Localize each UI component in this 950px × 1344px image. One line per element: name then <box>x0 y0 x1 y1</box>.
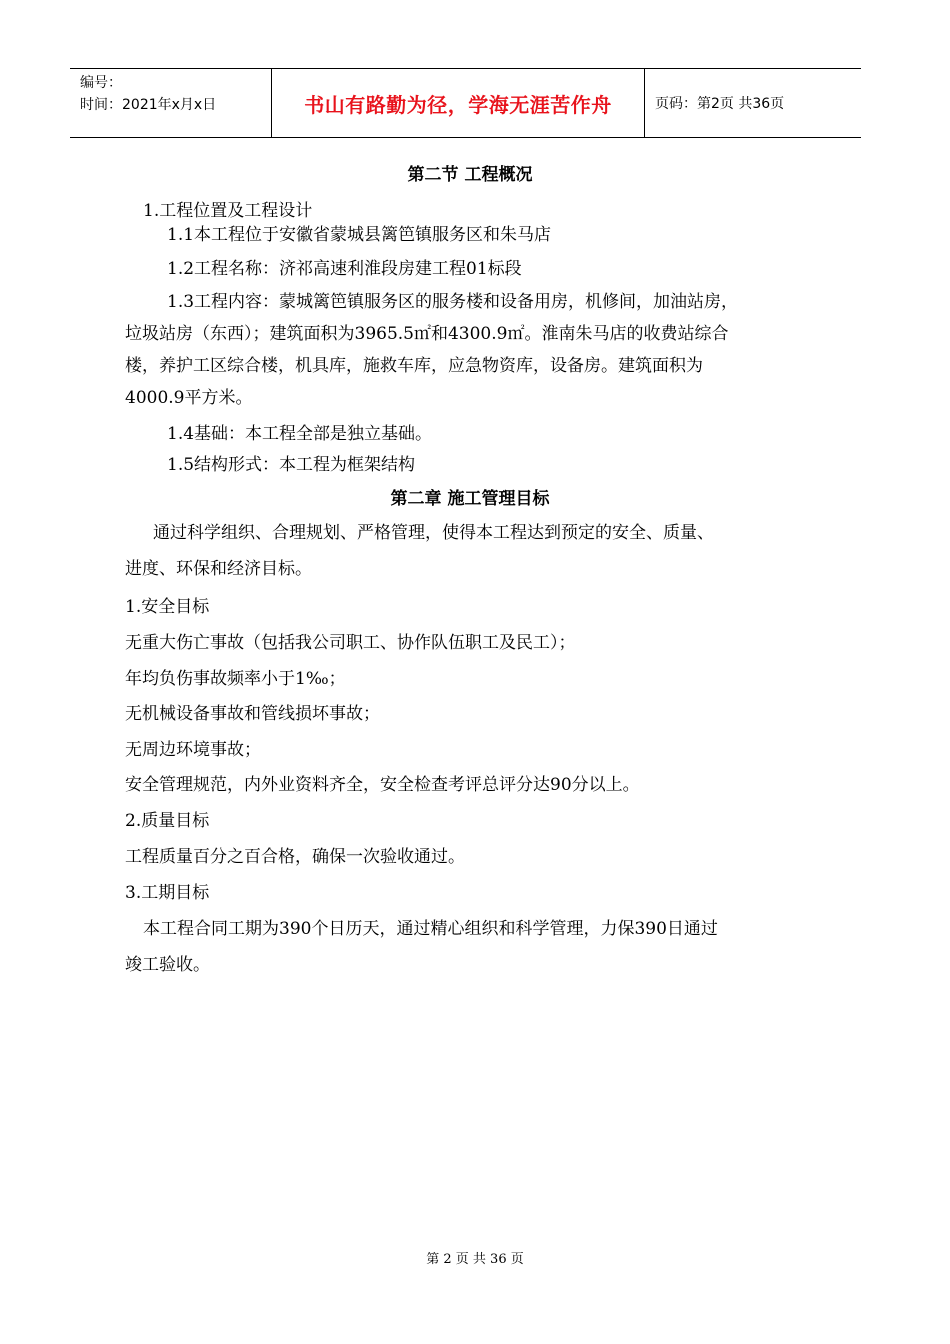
page-footer: 第 2 页 共 36 页 <box>426 1252 524 1267</box>
document-time-label: 时间：2021年x月x日 <box>80 97 217 113</box>
document-number-label: 编号： <box>80 75 122 91</box>
page-header <box>70 68 861 138</box>
quality-title: 2.质量目标 <box>125 811 210 831</box>
safety-title: 1.安全目标 <box>125 597 210 617</box>
safety-goal-1: 无重大伤亡事故（包括我公司职工、协作队伍职工及民工）； <box>125 633 576 653</box>
paragraph-item1-3-line4: 4000.9平方米。 <box>125 388 253 408</box>
schedule-goal-line2: 竣工验收。 <box>125 955 210 975</box>
section-title: 第二节 工程概况 <box>407 165 533 185</box>
paragraph-item1-4: 1.4基础：本工程全部是独立基础。 <box>167 424 433 444</box>
header-motto: 书山有路勤为径，学海无涯苦作舟 <box>272 69 645 137</box>
safety-goal-2: 年均负伤事故频率小于1‰； <box>125 669 346 689</box>
paragraph-item1-3-line1: 1.3工程内容：蒙城篱笆镇服务区的服务楼和设备用房，机修间，加油站房， <box>167 292 739 312</box>
schedule-goal-line1: 本工程合同工期为390个日历天，通过精心组织和科学管理，力保390日通过 <box>143 919 718 939</box>
safety-goal-3: 无机械设备事故和管线损坏事故； <box>125 704 380 724</box>
safety-goal-5: 安全管理规范，内外业资料齐全，安全检查考评总评分达90分以上。 <box>125 775 640 795</box>
paragraph-item1-2: 1.2工程名称：济祁高速利淮段房建工程01标段 <box>167 259 522 279</box>
safety-goal-4: 无周边环境事故； <box>125 740 261 760</box>
header-page-info: 页码：第2页 共36页 <box>655 96 785 112</box>
quality-goal-1: 工程质量百分之百合格，确保一次验收通过。 <box>125 847 465 867</box>
paragraph-item1: 1.工程位置及工程设计 <box>143 201 313 221</box>
paragraph-item1-3-line3: 楼，养护工区综合楼，机具库，施救车库，应急物资库，设备房。建筑面积为 <box>125 356 703 376</box>
chapter-title: 第二章 施工管理目标 <box>390 489 550 509</box>
paragraph-item1-1: 1.1本工程位于安徽省蒙城县篱笆镇服务区和朱马店 <box>167 225 552 245</box>
chapter-intro-line2: 进度、环保和经济目标。 <box>125 559 312 579</box>
schedule-title: 3.工期目标 <box>125 883 210 903</box>
paragraph-item1-5: 1.5结构形式：本工程为框架结构 <box>167 455 416 475</box>
header-meta <box>70 69 272 137</box>
chapter-intro-line1: 通过科学组织、合理规划、严格管理，使得本工程达到预定的安全、质量、 <box>153 523 714 543</box>
paragraph-item1-3-line2: 垃圾站房（东西）；建筑面积为3965.5㎡和4300.9㎡。淮南朱马店的收费站综合 <box>125 324 729 344</box>
